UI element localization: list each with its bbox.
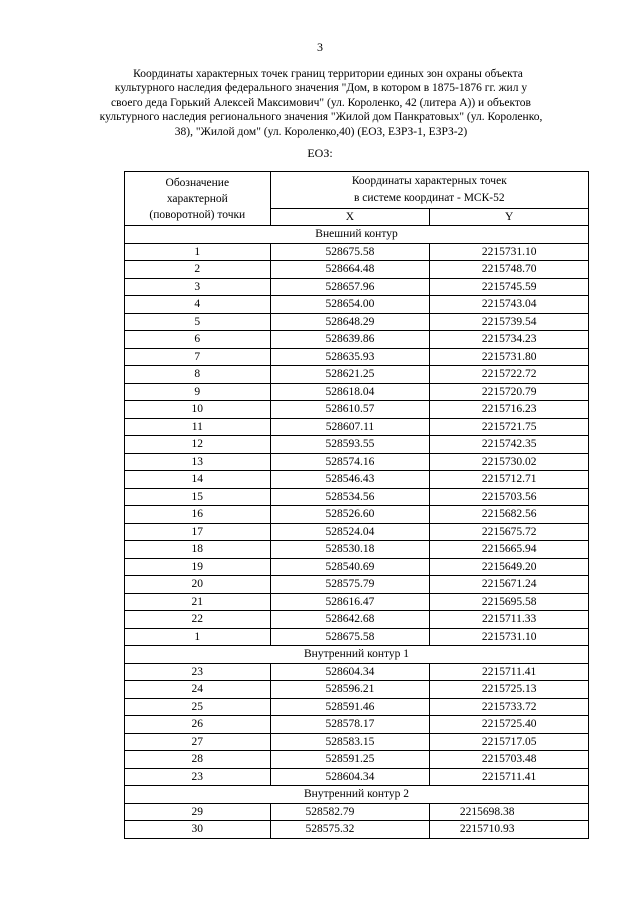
y-cell: 2215711.41 (430, 768, 589, 786)
table-row (125, 261, 589, 279)
y-cell: 2215742.35 (430, 436, 589, 454)
section-header-row (125, 646, 589, 664)
y-cell: 2215734.23 (430, 331, 589, 349)
table-row (125, 558, 589, 576)
point-cell: 21 (125, 593, 271, 611)
y-cell: 2215711.33 (430, 611, 589, 629)
table-row (125, 628, 589, 646)
point-name-header (125, 172, 271, 226)
x-cell: 528618.04 (270, 383, 430, 401)
x-cell: 528578.17 (270, 716, 430, 734)
heading-line: культурного наследия регионального значения "Жилой дом Панкратовых" (ул. Короленко, (99, 111, 543, 124)
table-row (125, 471, 589, 489)
y-cell: 2215739.54 (430, 313, 589, 331)
point-cell: 7 (125, 348, 271, 366)
y-cell: 2215698.38 (430, 803, 589, 821)
x-cell: 528575.79 (270, 576, 430, 594)
point-cell: 15 (125, 488, 271, 506)
section-title: Внутренний контур 1 (125, 646, 589, 664)
zone-label: ЕОЗ: (307, 146, 333, 160)
table-row (125, 313, 589, 331)
point-cell: 19 (125, 558, 271, 576)
x-cell: 528526.60 (270, 506, 430, 524)
table-row (125, 243, 589, 261)
point-cell: 23 (125, 768, 271, 786)
table-row (125, 436, 589, 454)
y-cell: 2215717.05 (430, 733, 589, 751)
point-cell: 6 (125, 331, 271, 349)
x-cell: 528583.15 (270, 733, 430, 751)
point-cell: 29 (125, 803, 271, 821)
y-cell: 2215725.40 (430, 716, 589, 734)
x-cell: 528648.29 (270, 313, 430, 331)
x-cell: 528607.11 (270, 418, 430, 436)
point-cell: 18 (125, 541, 271, 559)
table-row (125, 348, 589, 366)
y-cell: 2215731.80 (430, 348, 589, 366)
y-cell: 2215671.24 (430, 576, 589, 594)
y-cell: 2215743.04 (430, 296, 589, 314)
point-cell: 23 (125, 663, 271, 681)
table-row (125, 576, 589, 594)
point-cell: 24 (125, 681, 271, 699)
x-cell: 528575.32 (270, 821, 430, 839)
point-cell: 4 (125, 296, 271, 314)
point-cell: 14 (125, 471, 271, 489)
point-cell: 10 (125, 401, 271, 419)
x-cell: 528574.16 (270, 453, 430, 471)
point-cell: 2 (125, 261, 271, 279)
point-cell: 3 (125, 278, 271, 296)
x-cell: 528616.47 (270, 593, 430, 611)
heading-line: Координаты характерных точек границ территории единых зон охраны объекта (133, 68, 523, 80)
table-header-row (125, 172, 589, 209)
table-row (125, 733, 589, 751)
x-cell: 528582.79 (270, 803, 430, 821)
point-cell: 8 (125, 366, 271, 384)
y-cell: 2215721.75 (430, 418, 589, 436)
header-text: (поворотной) точки (149, 208, 246, 221)
header-text: в системе координат - МСК-52 (353, 192, 505, 204)
point-cell: 28 (125, 751, 271, 769)
coordinates-table (124, 171, 589, 839)
table-row (125, 768, 589, 786)
point-cell: 20 (125, 576, 271, 594)
header-text: характерной (166, 192, 228, 205)
y-cell: 2215730.02 (430, 453, 589, 471)
point-cell: 9 (125, 383, 271, 401)
table-row (125, 418, 589, 436)
y-cell: 2215703.48 (430, 751, 589, 769)
table-row (125, 821, 589, 839)
table-row (125, 296, 589, 314)
point-cell: 5 (125, 313, 271, 331)
x-cell: 528664.48 (270, 261, 430, 279)
y-cell: 2215710.93 (430, 821, 589, 839)
point-cell: 1 (125, 243, 271, 261)
point-cell: 17 (125, 523, 271, 541)
x-cell: 528639.86 (270, 331, 430, 349)
table-row (125, 681, 589, 699)
point-cell: 30 (125, 821, 271, 839)
x-cell: 528596.21 (270, 681, 430, 699)
point-cell: 27 (125, 733, 271, 751)
point-cell: 13 (125, 453, 271, 471)
x-cell: 528534.56 (270, 488, 430, 506)
point-cell: 16 (125, 506, 271, 524)
table-row (125, 803, 589, 821)
x-cell: 528621.25 (270, 366, 430, 384)
page-number: 3 (317, 40, 323, 54)
section-title: Внешний контур (125, 226, 589, 244)
y-cell: 2215703.56 (430, 488, 589, 506)
table-row (125, 401, 589, 419)
table-row (125, 383, 589, 401)
coordinates-header (270, 172, 588, 209)
x-cell: 528675.58 (270, 243, 430, 261)
point-cell: 11 (125, 418, 271, 436)
point-cell: 26 (125, 716, 271, 734)
y-cell: 2215745.59 (430, 278, 589, 296)
section-header-row (125, 786, 589, 804)
point-cell: 22 (125, 611, 271, 629)
x-cell: 528610.57 (270, 401, 430, 419)
y-cell: 2215725.13 (430, 681, 589, 699)
x-cell: 528657.96 (270, 278, 430, 296)
y-cell: 2215722.72 (430, 366, 589, 384)
y-cell: 2215748.70 (430, 261, 589, 279)
coordinates-table-body (125, 172, 589, 839)
table-row (125, 541, 589, 559)
x-cell: 528530.18 (270, 541, 430, 559)
table-row (125, 611, 589, 629)
table-row (125, 488, 589, 506)
y-cell: 2215665.94 (430, 541, 589, 559)
x-cell: 528540.69 (270, 558, 430, 576)
x-cell: 528546.43 (270, 471, 430, 489)
y-cell: 2215675.72 (430, 523, 589, 541)
x-cell: 528635.93 (270, 348, 430, 366)
y-cell: 2215731.10 (430, 243, 589, 261)
section-title: Внутренний контур 2 (125, 786, 589, 804)
table-row (125, 663, 589, 681)
heading-line: своего деда Горький Алексей Максимович" (ул. Короленко, 42 (литера А)) и объектов (111, 96, 531, 109)
heading-line: 38), "Жилой дом" (ул. Короленко,40) (ЕОЗ, ЕЗРЗ-1, ЕЗРЗ-2) (174, 125, 468, 138)
table-row (125, 506, 589, 524)
point-cell: 25 (125, 698, 271, 716)
y-cell: 2215720.79 (430, 383, 589, 401)
document-heading (82, 67, 560, 139)
table-row (125, 523, 589, 541)
x-cell: 528675.58 (270, 628, 430, 646)
table-row (125, 698, 589, 716)
table-row (125, 331, 589, 349)
y-cell: 2215733.72 (430, 698, 589, 716)
y-cell: 2215731.10 (430, 628, 589, 646)
point-cell: 1 (125, 628, 271, 646)
table-row (125, 751, 589, 769)
x-cell: 528591.25 (270, 751, 430, 769)
x-cell: 528593.55 (270, 436, 430, 454)
y-cell: 2215695.58 (430, 593, 589, 611)
x-cell: 528591.46 (270, 698, 430, 716)
table-row (125, 593, 589, 611)
section-header-row (125, 226, 589, 244)
table-row (125, 278, 589, 296)
y-cell: 2215649.20 (430, 558, 589, 576)
x-cell: 528524.04 (270, 523, 430, 541)
x-cell: 528654.00 (270, 296, 430, 314)
point-cell: 12 (125, 436, 271, 454)
table-row (125, 453, 589, 471)
y-cell: 2215716.23 (430, 401, 589, 419)
heading-line: культурного наследия федерального значения "Дом, в котором в 1875-1876 гг. жил у (114, 82, 528, 95)
x-cell: 528604.34 (270, 768, 430, 786)
y-column-header: Y (430, 209, 589, 226)
table-row (125, 366, 589, 384)
x-column-header: X (270, 209, 430, 226)
header-text: Координаты характерных точек (351, 175, 507, 187)
y-cell: 2215682.56 (430, 506, 589, 524)
y-cell: 2215712.71 (430, 471, 589, 489)
x-cell: 528642.68 (270, 611, 430, 629)
x-cell: 528604.34 (270, 663, 430, 681)
table-row (125, 716, 589, 734)
header-text: Обозначение (165, 176, 230, 189)
y-cell: 2215711.41 (430, 663, 589, 681)
